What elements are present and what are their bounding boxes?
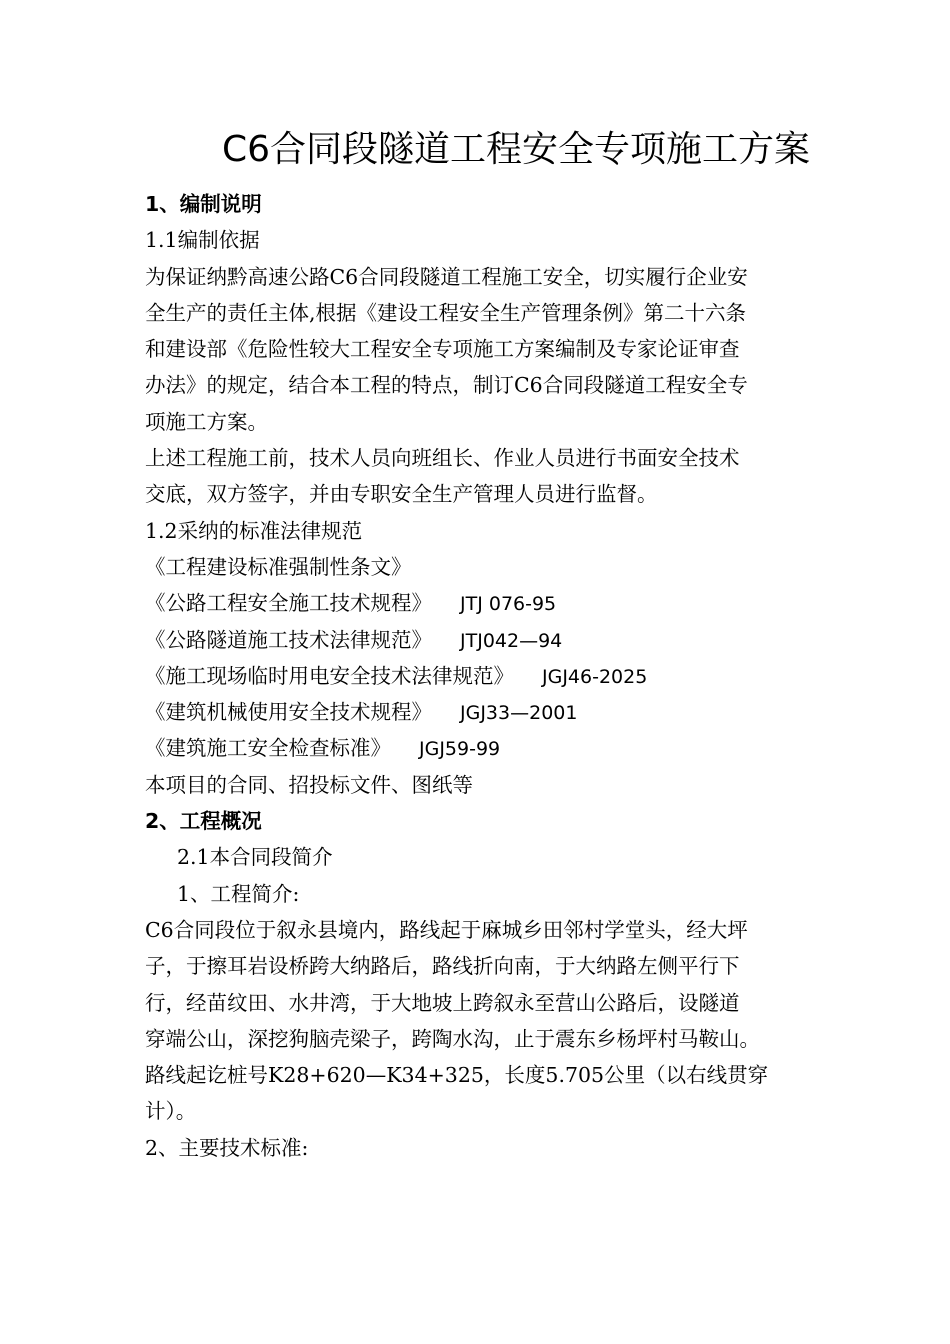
item-heading-engineering-intro: 1、工程简介: xyxy=(177,881,300,906)
paragraph-line: 全生产的责任主体,根据《建设工程安全生产管理条例》第二十六条 xyxy=(145,300,747,325)
paragraph-line: 和建设部《危险性较大工程安全专项施工方案编制及专家论证审查 xyxy=(145,337,740,362)
subsection-heading-1-2: 1.2采纳的标准法律规范 xyxy=(145,518,363,543)
reference-code: JGJ46-2025 xyxy=(542,665,648,688)
reference-title: 《工程建设标准强制性条文》 xyxy=(145,554,412,579)
reference-code: JGJ59-99 xyxy=(419,738,501,761)
paragraph-line: 子，于擦耳岩设桥跨大纳路后，路线折向南，于大纳路左侧平行下 xyxy=(145,954,740,979)
reference-title: 《公路隧道施工技术法律规范》 xyxy=(145,627,432,652)
section-heading-2: 2、工程概况 xyxy=(145,809,262,834)
reference-item xyxy=(145,730,825,766)
paragraph-line: 计）。 xyxy=(145,1099,197,1124)
reference-code: JTJ 076-95 xyxy=(460,593,557,616)
paragraph-line: 上述工程施工前，技术人员向班组长、作业人员进行书面安全技术 xyxy=(145,446,740,471)
document-body xyxy=(145,186,825,1166)
reference-title: 《建筑机械使用安全技术规程》 xyxy=(145,700,432,725)
reference-code: JGJ33—2001 xyxy=(460,702,578,725)
paragraph-line: 穿端公山，深挖狗脑壳梁子，跨陶水沟，止于震东乡杨坪村马鞍山。 xyxy=(145,1026,760,1051)
reference-code: JTJ042—94 xyxy=(460,629,563,652)
paragraph-line: 交底，双方签字，并由专职安全生产管理人员进行监督。 xyxy=(145,482,658,507)
subsection-heading-1-1: 1.1编制依据 xyxy=(145,228,260,253)
reference-tail: 本项目的合同、招投标文件、图纸等 xyxy=(145,772,473,797)
paragraph-line: 为保证纳黔高速公路C6合同段隧道工程施工安全，切实履行企业安 xyxy=(145,264,748,289)
paragraph-line: 路线起讫桩号K28+620—K34+325，长度5.705公里（以右线贯穿 xyxy=(145,1063,769,1088)
paragraph-line: 行，经苗纹田、水井湾，于大地坡上跨叙永至营山公路后，设隧道 xyxy=(145,990,740,1015)
paragraph-line: 项施工方案。 xyxy=(145,409,268,434)
reference-item xyxy=(145,658,825,694)
item-heading-technical-standards: 2、主要技术标准: xyxy=(145,1135,309,1160)
section-heading-1: 1、编制说明 xyxy=(145,192,262,216)
document-title: C6合同段隧道工程安全专项施工方案 xyxy=(222,129,811,170)
reference-title: 《建筑施工安全检查标准》 xyxy=(145,736,391,761)
reference-title: 《公路工程安全施工技术规程》 xyxy=(145,591,432,616)
paragraph-line: 办法》的规定，结合本工程的特点，制订C6合同段隧道工程安全专 xyxy=(145,373,748,398)
paragraph-line: C6合同段位于叙永县境内，路线起于麻城乡田邻村学堂头，经大坪 xyxy=(145,917,748,942)
reference-item xyxy=(145,549,825,585)
reference-item xyxy=(145,622,825,658)
reference-item xyxy=(145,585,825,621)
subsection-heading-2-1: 2.1本合同段简介 xyxy=(177,845,333,870)
reference-title: 《施工现场临时用电安全技术法律规范》 xyxy=(145,663,514,688)
reference-item xyxy=(145,694,825,730)
